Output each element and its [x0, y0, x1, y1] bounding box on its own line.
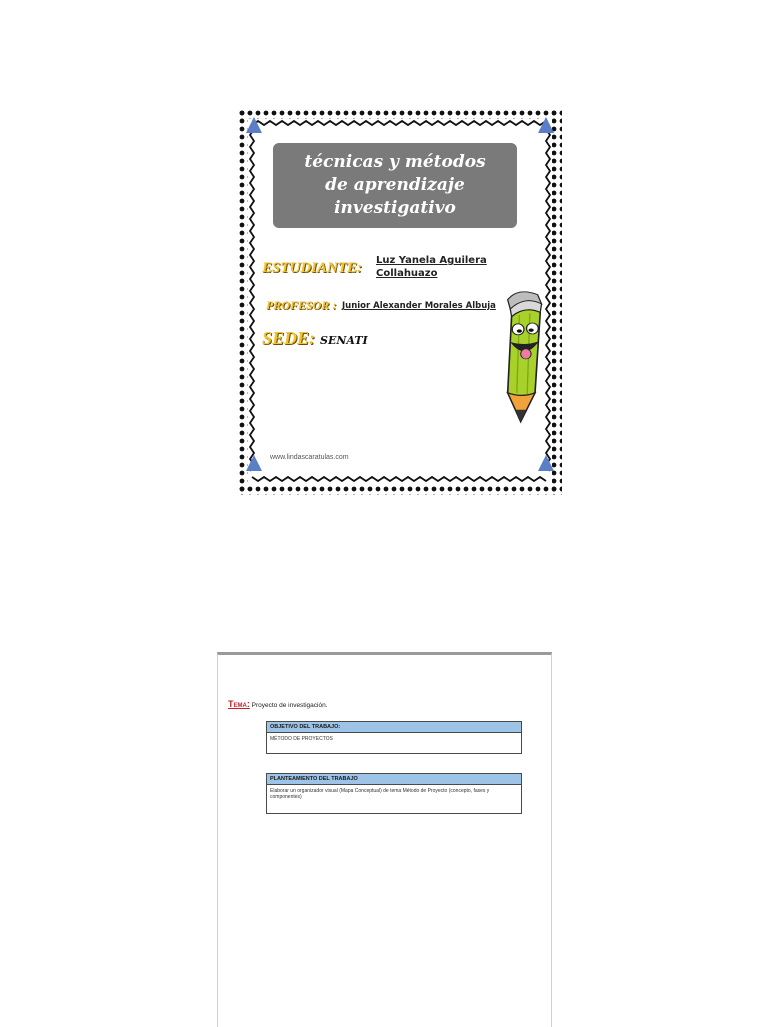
title-line-1: técnicas y métodos: [304, 152, 486, 172]
approach-body: Elaborar un organizador visual (Mapa Conceptual) de tema Método de Proyecto (concepto, fases y componentes): [270, 788, 490, 800]
corner-triangle-bottom-left: [246, 455, 262, 471]
pencil-mascot-icon: [486, 287, 558, 502]
approach-table: [266, 773, 522, 814]
title-line-3: investigativo: [334, 198, 456, 218]
objective-table: [266, 721, 522, 754]
topic-value: Proyecto de investigación.: [251, 702, 328, 709]
topic-label: Tema:: [228, 699, 250, 709]
cover-title: [290, 151, 500, 220]
objective-header: OBJETIVO DEL TRABAJO:: [267, 722, 521, 733]
student-name-line2: Collahuazo: [376, 268, 438, 279]
corner-triangle-top-left: [246, 117, 262, 133]
approach-header: PLANTEAMIENTO DEL TRABAJO: [267, 774, 521, 785]
campus-name: SENATI: [320, 334, 368, 347]
document-page-2: [217, 652, 552, 1027]
title-line-2: de aprendizaje: [325, 175, 465, 195]
professor-label: PROFESOR :: [266, 298, 337, 312]
website-text: www.lindascaratulas.com: [270, 454, 349, 461]
student-label: ESTUDIANTE:: [262, 260, 363, 276]
objective-body: MÉTODO DE PROYECTOS: [270, 736, 333, 742]
topic-line: [228, 699, 328, 709]
title-box: [273, 143, 517, 228]
campus-label: SEDE:: [262, 328, 316, 348]
student-name-line1: Luz Yanela Aguilera: [376, 255, 487, 266]
professor-name: Junior Alexander Morales Albuja: [342, 301, 496, 311]
